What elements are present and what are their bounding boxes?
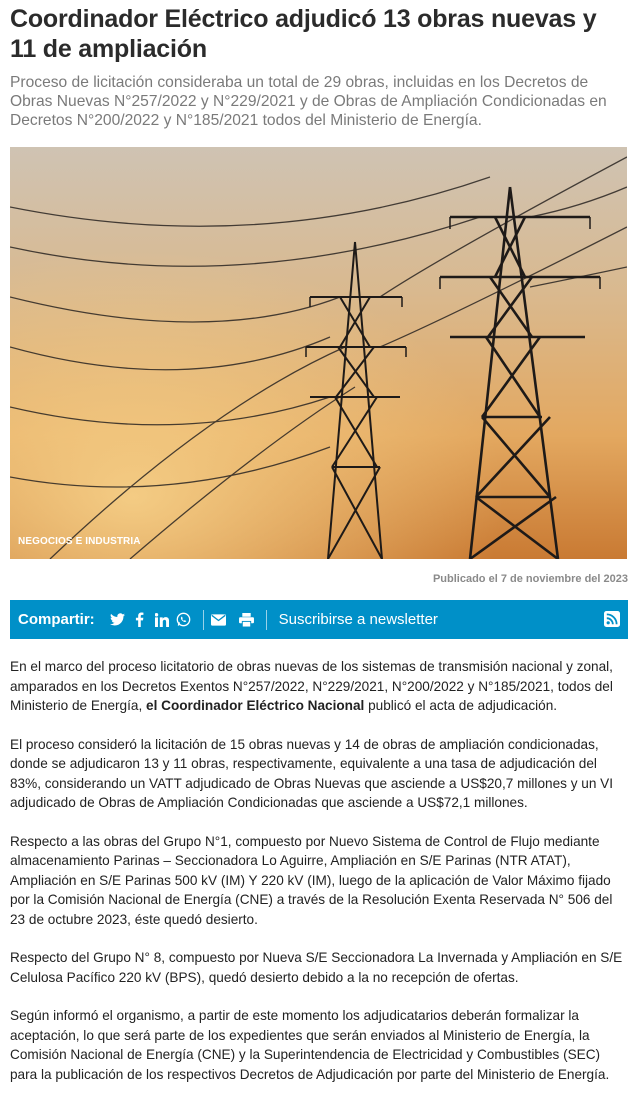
- twitter-icon[interactable]: [109, 611, 127, 629]
- whatsapp-icon[interactable]: [175, 611, 193, 629]
- share-bar: [10, 600, 628, 639]
- share-label: Compartir:: [18, 611, 95, 628]
- rss-icon[interactable]: [604, 611, 620, 627]
- paragraph-text: En el marco del proceso licitatorio de obras nuevas de los sistemas de transmisión nacional y zonal, amparados en los Decretos Exentos N°257/2022, N°229/2021, N°200/2022 y N°185/2021, todos del Ministerio de Energía,: [10, 659, 613, 713]
- publish-date: Publicado el 7 de noviembre del 2023: [432, 573, 628, 585]
- paragraph-text: publicó el acta de adjudicación.: [364, 698, 558, 713]
- article-title: Coordinador Eléctrico adjudicó 13 obras nuevas y 11 de ampliación: [10, 5, 597, 63]
- facebook-icon[interactable]: [131, 611, 149, 629]
- paragraph: Según informó el organismo, a partir de este momento los adjudicatarios deberán formalizar la aceptación, lo que será parte de los expedientes que serán enviados al Ministerio de Energía, la Comisión Nacional de Energía (CNE) y la Superintendencia de Electricidad y Combustibles (SEC) para la publicación de los respectivos Decretos de Adjudicación por parte del Ministerio de Energía.: [10, 1008, 610, 1082]
- paragraph: El proceso consideró la licitación de 15 obras nuevas y 14 de obras de ampliación condicionadas, donde se adjudicaron 13 y 11 obras, respectivamente, equivalente a una tasa de adjudicación del 83%, considerando un VATT adjudicado de Obras Nuevas que asciende a US$20,7 millones y un VI adjudicado de Obras de Ampliación Condicionadas que asciende a US$72,1 millones.: [10, 736, 614, 810]
- article: [0, 4, 638, 1084]
- print-icon[interactable]: [238, 611, 256, 629]
- divider: [266, 610, 267, 630]
- bold-text: el Coordinador Eléctrico Nacional: [146, 698, 365, 713]
- category-tag[interactable]: NEGOCIOS E INDUSTRIA: [18, 536, 141, 547]
- hero-image: [10, 147, 627, 559]
- article-body: [10, 657, 628, 1084]
- article-subtitle: Proceso de licitación consideraba un total de 29 obras, incluidas en los Decretos de Obras Nuevas N°257/2022 y N°229/2021 y de Obras de Ampliación Condicionadas en Decretos N°200/2022 y N°185/2021 todos del Ministerio de Energía.: [10, 74, 607, 129]
- paragraph: [10, 657, 628, 716]
- email-icon[interactable]: [210, 611, 228, 629]
- divider: [203, 610, 204, 630]
- transmission-towers-photo: [10, 147, 627, 559]
- linkedin-icon[interactable]: [153, 611, 171, 629]
- paragraph: Respecto a las obras del Grupo N°1, compuesto por Nuevo Sistema de Control de Flujo mediante almacenamiento Parinas – Seccionadora Lo Aguirre, Ampliación en S/E Parinas (NTR ATAT), Ampliación en S/E Parinas 500 kV (IM) Y 220 kV (IM), luego de la aplicación de Valor Máximo fijado por la Comisión Nacional de Energía (CNE) a través de la Resolución Exenta Reservada N° 506 del 23 de octubre 2023, éste quedó desierto.: [10, 833, 613, 927]
- paragraph: Respecto del Grupo N° 8, compuesto por Nueva S/E Seccionadora La Invernada y Ampliación en S/E Celulosa Pacífico 220 kV (BPS), quedó desierto debido a la no recepción de ofertas.: [10, 950, 623, 985]
- newsletter-link[interactable]: Suscribirse a newsletter: [278, 611, 438, 628]
